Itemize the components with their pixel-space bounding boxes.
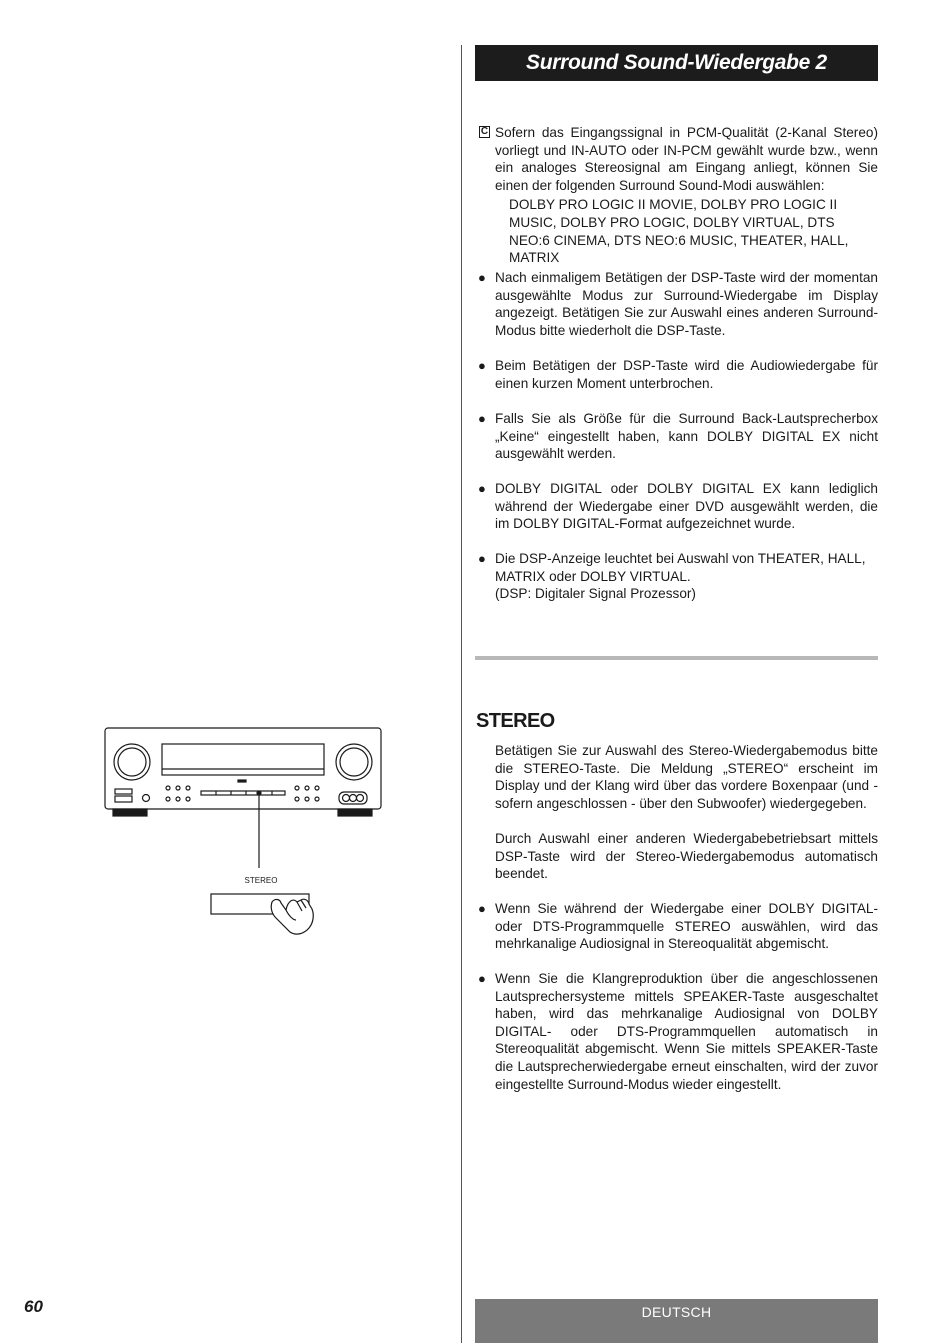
receiver-foot-right: [338, 809, 372, 816]
receiver-illustration: [100, 722, 390, 947]
display-panel: [162, 744, 324, 775]
language-label: DEUTSCH: [641, 1304, 712, 1320]
bullet-icon: ●: [478, 551, 486, 566]
page-title: Surround Sound-Wiedergabe 2: [526, 51, 827, 74]
stereo-para-2: [478, 830, 878, 883]
list-item: [478, 970, 878, 1093]
list-item: [478, 550, 878, 603]
language-tab: [475, 1299, 878, 1343]
input-knob-icon: [114, 744, 150, 780]
stereo-para-1: [478, 742, 878, 812]
bullet-text: Falls Sie als Größe für die Surround Back-Lautsprecherbox „Keine“ eingestellt haben, kann DOLBY DIGITAL EX nicht ausgewählt werden.: [495, 411, 878, 462]
bullet-text: Die DSP-Anzeige leuchtet bei Auswahl von THEATER, HALL, MATRIX oder DOLBY VIRTUAL. (DSP: Digitaler Signal Prozessor): [495, 551, 866, 602]
bullet-text: Nach einmaligem Betätigen der DSP-Taste wird der momentan ausgewählte Modus zur Surround-Wiedergabe im Display angezeigt. Betätigen Sie zur Auswahl eines anderen Surround-Modus bitte wiederholt die DSP-Taste.: [495, 270, 878, 338]
bullet-icon: ●: [478, 901, 486, 916]
page-number: 60: [24, 1297, 43, 1316]
bullet-text: Wenn Sie während der Wiedergabe einer DOLBY DIGITAL- oder DTS-Programmquelle STEREO auswählen, wird das mehrkanalige Audiosignal in Stereoqualität abgemischt.: [495, 901, 878, 952]
stereo-button-label: STEREO: [244, 876, 278, 885]
pointing-hand-icon: [271, 899, 313, 934]
c-note: [478, 124, 878, 267]
paragraph: Durch Auswahl einer anderen Wiedergabebetriebsart mittels DSP-Taste wird der Stereo-Wiedergabemodus automatisch beendet.: [495, 831, 878, 882]
paragraph: Betätigen Sie zur Auswahl des Stereo-Wiedergabemodus bitte die STEREO-Taste. Die Meldung „STEREO“ erscheint im Display und der Klang wird über das vordere Boxenpaar (und - sofern angeschlossen - über den Subwoofer) wiedergegeben.: [495, 743, 878, 811]
intro-text: Sofern das Eingangssignal in PCM-Qualität (2-Kanal Stereo) vorliegt und IN-AUTO oder IN-PCM gewählt wurde bzw., wenn ein analoges Stereosignal am Eingang anliegt, können Sie einen der folgenden Surround Sound-Modi auswählen:: [495, 125, 878, 193]
bullet-text: Wenn Sie die Klangreproduktion über die angeschlossenen Lautsprechersysteme mittels SPEAKER-Taste ausgeschaltet haben, wird das mehrkanalige Audiosignal von DOLBY DIGITAL- oder DTS-Programmquellen automatisch in Stereoqualität abgemischt. Wenn Sie mittels SPEAKER-Taste die Lautsprecherwiedergabe erneut einschalten, wird der zuvor eingestellte Surround-Modus wieder eingestellt.: [495, 971, 878, 1092]
page-title-bar: [475, 45, 878, 81]
list-item: [478, 480, 878, 533]
c-marker-icon: C: [480, 126, 489, 137]
stereo-heading: STEREO: [476, 710, 555, 732]
list-item: [478, 900, 878, 953]
bullet-icon: ●: [478, 971, 486, 986]
volume-knob-icon: [336, 744, 372, 780]
bullet-icon: ●: [478, 270, 486, 285]
section-separator: [475, 656, 878, 660]
list-item: [478, 269, 878, 339]
receiver-foot-left: [113, 809, 147, 816]
bullet-text: DOLBY DIGITAL oder DOLBY DIGITAL EX kann lediglich während der Wiedergabe einer DVD ausgewählt werden, die im DOLBY DIGITAL-Format aufgezeichnet wurde.: [495, 481, 878, 532]
list-item: [478, 357, 878, 392]
bullet-icon: ●: [478, 481, 486, 496]
list-item: [478, 410, 878, 463]
bullet-icon: ●: [478, 411, 486, 426]
bullet-text: Beim Betätigen der DSP-Taste wird die Audiowiedergabe für einen kurzen Moment unterbrochen.: [495, 358, 878, 391]
bullet-icon: ●: [478, 358, 486, 373]
mode-list: DOLBY PRO LOGIC II MOVIE, DOLBY PRO LOGIC II MUSIC, DOLBY PRO LOGIC, DOLBY VIRTUAL, DTS NEO:6 CINEMA, DTS NEO:6 MUSIC, THEATER, HALL, MATRIX: [509, 197, 849, 266]
column-divider: [461, 45, 462, 1343]
